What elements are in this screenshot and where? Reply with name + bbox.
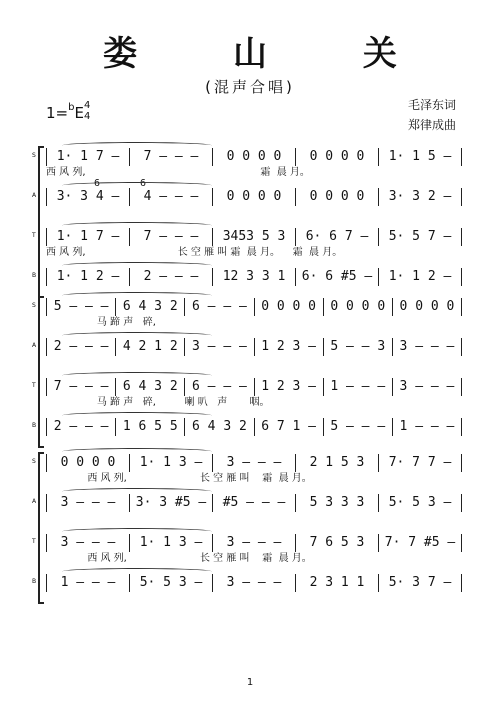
tie-mark: [62, 292, 212, 299]
voice-label: B: [32, 272, 37, 279]
measure: 0 0 0 0: [213, 188, 296, 206]
measure: 1 – – –: [324, 378, 393, 396]
measure: 12 3 3 1: [213, 268, 296, 286]
staff-t: [32, 376, 462, 416]
note-row: [46, 188, 462, 206]
measure: 4 2 1 2: [116, 338, 185, 356]
lyrics-line: [46, 356, 462, 370]
composer-credit: 郑律成曲: [407, 118, 456, 132]
measure: 3· 3 #5 –: [130, 494, 213, 512]
measure: 3 – – –: [393, 378, 462, 396]
measure: 1 – – –: [46, 574, 130, 592]
tie-mark: [62, 332, 212, 339]
measure: 3 – – –: [46, 494, 130, 512]
staff-a: [32, 178, 462, 226]
measure: 2 3 1 1: [296, 574, 379, 592]
note-row: [46, 418, 462, 436]
voice-label: T: [32, 382, 36, 389]
measure: 7· 7 7 –: [379, 454, 462, 472]
tie-mark: [62, 488, 212, 495]
voice-label: A: [32, 192, 37, 199]
note-row: [46, 298, 462, 316]
measure: 7 6 5 3: [296, 534, 379, 552]
lyricist-credit: 毛泽东词: [407, 98, 456, 112]
measure: 6 4 3 2: [185, 418, 254, 436]
staff-t: [32, 532, 462, 572]
tie-mark: [62, 448, 212, 455]
measure: 3 – – –: [185, 338, 254, 356]
voice-label: A: [32, 342, 37, 349]
time-signature: [84, 100, 90, 122]
voice-label: B: [32, 578, 37, 585]
lyrics-line: 西 风 列, 长 空 雁 叫 霜 晨 月。: [46, 553, 312, 564]
key-label: 1=: [46, 104, 69, 122]
measure: 5· 5 3 –: [130, 574, 213, 592]
measure: 0 0 0 0: [255, 298, 324, 316]
measure: 6 – – –: [185, 298, 254, 316]
measure: 3 – – –: [213, 534, 296, 552]
page-number: 1: [246, 677, 254, 688]
tie-mark: [62, 412, 212, 419]
voice-label: S: [32, 152, 36, 159]
staff-s: [32, 296, 462, 336]
lyrics-line: 西 风 列, 长 空 雁 叫 霜 晨 月。: [46, 473, 312, 484]
tie-mark: [62, 372, 212, 379]
score-system: [32, 296, 462, 456]
key-tonic: E: [74, 104, 84, 122]
note-row: [46, 148, 462, 166]
voice-label: B: [32, 422, 37, 429]
flat-sign: b: [68, 102, 75, 113]
measure: 3· 3 4 –: [46, 188, 130, 206]
harmony-note: 6: [94, 178, 101, 189]
staff-a: [32, 492, 462, 532]
measure: 0 0 0 0: [393, 298, 462, 316]
score-system: [32, 452, 462, 612]
harmony-note: 6: [140, 178, 147, 189]
measure: 3 – – –: [46, 534, 130, 552]
measure: 5 – – –: [46, 298, 116, 316]
measure: 1· 1 7 –: [46, 228, 130, 246]
staff-a: [32, 336, 462, 376]
tie-mark: [62, 568, 212, 575]
measure: 3 – – –: [213, 454, 296, 472]
note-row: [46, 338, 462, 356]
measure: 6 4 3 2: [116, 298, 185, 316]
lyrics-line: [46, 206, 462, 220]
measure: 6· 6 7 –: [296, 228, 379, 246]
measure: 6 7 1 –: [255, 418, 324, 436]
note-row: [46, 228, 462, 246]
subtitle: (混声合唱): [205, 78, 295, 96]
tie-mark: [62, 222, 212, 229]
measure: 4 – – –: [130, 188, 213, 206]
measure: 1 2 3 –: [255, 378, 324, 396]
measure: 2 – – –: [130, 268, 213, 286]
measure: 1· 1 2 –: [379, 268, 462, 286]
tie-mark: [62, 142, 212, 149]
lyrics-line: 马 蹄 声 碎,: [46, 317, 156, 328]
time-bottom: 4: [84, 111, 91, 122]
measure: 5 – – 3: [324, 338, 393, 356]
measure: 5 – – –: [324, 418, 393, 436]
measure: 1· 1 3 –: [130, 534, 213, 552]
staff-s: [32, 452, 462, 492]
tie-mark: [62, 262, 212, 269]
lyrics-line: [46, 592, 462, 606]
measure: 3453 5 3: [213, 228, 296, 246]
measure: 1 6 5 5: [116, 418, 185, 436]
voice-label: S: [32, 302, 36, 309]
staff-t: [32, 226, 462, 266]
measure: 0 0 0 0: [213, 148, 296, 166]
measure: 1 – – –: [393, 418, 462, 436]
measure: 2 – – –: [46, 418, 116, 436]
page-title: 娄 山 关: [103, 34, 439, 74]
measure: 5· 5 3 –: [379, 494, 462, 512]
score-system: [32, 146, 462, 306]
measure: 5· 5 7 –: [379, 228, 462, 246]
measure: 0 0 0 0: [296, 148, 379, 166]
measure: 5· 3 7 –: [379, 574, 462, 592]
measure: 1· 1 5 –: [379, 148, 462, 166]
voice-label: S: [32, 458, 36, 465]
lyrics-line: [46, 512, 462, 526]
note-row: [46, 574, 462, 592]
measure: 5 3 3 3: [296, 494, 379, 512]
measure: 0 0 0 0: [46, 454, 130, 472]
measure: #5 – – –: [213, 494, 296, 512]
measure: 7 – – –: [130, 228, 213, 246]
lyrics-line: 马 蹄 声 碎, 喇 叭 声 咽。: [46, 397, 270, 408]
measure: 6· 6 #5 –: [296, 268, 379, 286]
measure: 6 4 3 2: [116, 378, 185, 396]
measure: 0 0 0 0: [324, 298, 393, 316]
measure: 0 0 0 0: [296, 188, 379, 206]
measure: 2 – – –: [46, 338, 116, 356]
voice-label: T: [32, 538, 36, 545]
measure: 7 – – –: [130, 148, 213, 166]
staff-b: [32, 572, 462, 612]
voice-label: A: [32, 498, 37, 505]
measure: 2 1 5 3: [296, 454, 379, 472]
lyrics-line: 西 风 列, 霜 晨 月。: [46, 167, 310, 178]
measure: 1· 1 7 –: [46, 148, 130, 166]
note-row: [46, 494, 462, 512]
tie-mark: [62, 182, 212, 189]
note-row: [46, 268, 462, 286]
measure: 3 – – –: [393, 338, 462, 356]
measure: 1· 1 2 –: [46, 268, 130, 286]
time-top: 4: [84, 100, 91, 111]
note-row: [46, 454, 462, 472]
lyrics-line: 西 风 列, 长 空 雁 叫 霜 晨 月。 霜 晨 月。: [46, 247, 343, 258]
measure: 7 – – –: [46, 378, 116, 396]
voice-label: T: [32, 232, 36, 239]
key-signature: [46, 104, 84, 122]
note-row: [46, 378, 462, 396]
measure: 1 2 3 –: [255, 338, 324, 356]
measure: 7· 7 #5 –: [379, 534, 462, 552]
tie-mark: [62, 528, 212, 535]
measure: 3 – – –: [213, 574, 296, 592]
note-row: [46, 534, 462, 552]
measure: 3· 3 2 –: [379, 188, 462, 206]
measure: 6 – – –: [185, 378, 254, 396]
measure: 1· 1 3 –: [130, 454, 213, 472]
